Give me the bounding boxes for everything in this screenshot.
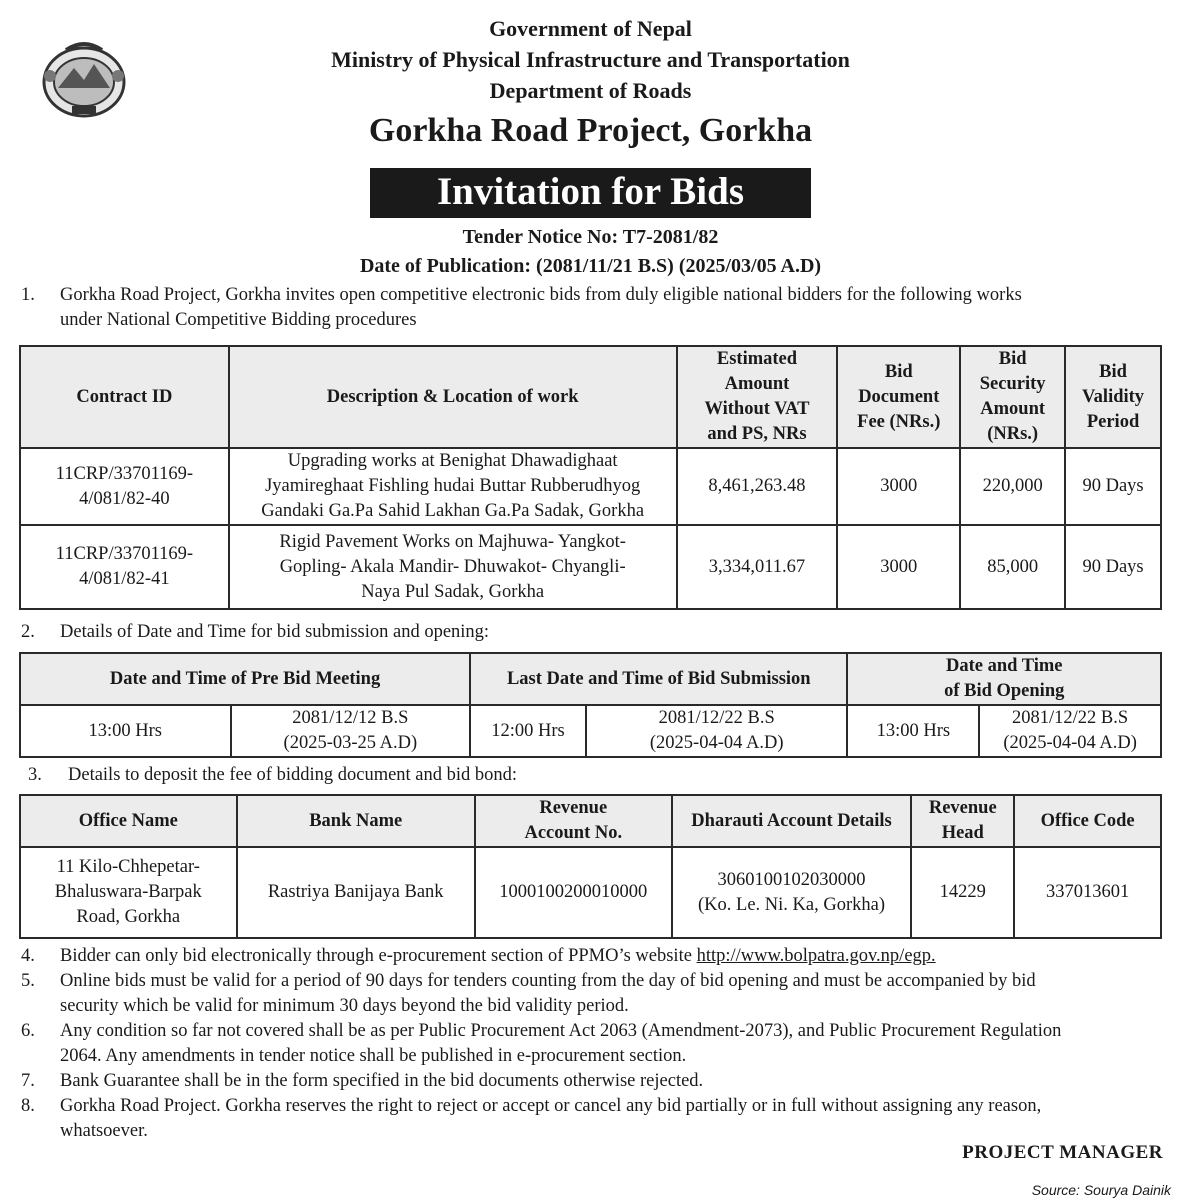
column-header (1065, 346, 1161, 448)
header-line: Amount (980, 399, 1046, 419)
cell-line: (2025-03-25 A.D) (283, 733, 418, 753)
description-cell (229, 448, 677, 525)
publication-date: Date of Publication: (2081/11/21 B.S) (2025/03/05 A.D) (359, 255, 822, 277)
column-header (911, 795, 1014, 847)
cell-line: 4/081/82-41 (79, 569, 170, 589)
cell-line: 3060100102030000 (717, 869, 866, 890)
header-line: Date and Time (945, 656, 1063, 676)
header-line: Security (979, 374, 1046, 394)
item-text (60, 283, 1170, 333)
office-code-cell: 337013601 (1014, 847, 1161, 938)
cell-line: (Ko. Le. Ni. Ka, Gorkha) (698, 894, 886, 915)
item-text-line: Online bids must be valid for a period of 90 days for tenders counting from the day of bid opening and must be accompanied by bid (60, 971, 1036, 991)
item-text-line: Gorkha Road Project, Gorkha invites open competitive electronic bids from duly eligible national bidders for the following works (60, 285, 1022, 305)
header-line: (NRs.) (987, 424, 1039, 444)
column-header (847, 653, 1161, 705)
header-line: Document (858, 386, 940, 407)
table-row (20, 705, 1161, 757)
fee-cell: 3000 (837, 448, 960, 525)
item-number: 4. (21, 946, 35, 966)
header-line: Bid (884, 361, 913, 382)
header-line: and PS, NRs (707, 424, 807, 444)
cell-line: Jyamireghaat Fishling hudai Buttar Rubberudhyog (265, 476, 641, 496)
item-text: Bank Guarantee shall be in the form specified in the bid documents otherwise rejected. (60, 1071, 704, 1091)
column-header: Description & Location of work (229, 346, 677, 448)
invitation-banner: Invitation for Bids (370, 168, 811, 218)
item-number: 3. (28, 765, 42, 785)
cell-line: Bhaluswara-Barpak (54, 882, 202, 902)
item-text (60, 1094, 1170, 1144)
revenue-head-cell: 14229 (911, 847, 1014, 938)
column-header: Date and Time of Pre Bid Meeting (20, 653, 470, 705)
item-number: 1. (21, 285, 35, 305)
item-text-line: Bidder can only bid electronically through e-procurement section of PPMO’s website (60, 946, 692, 966)
submission-time-cell: 12:00 Hrs (470, 705, 586, 757)
validity-cell: 90 Days (1065, 448, 1161, 525)
cell-line: Gopling- Akala Mandir- Dhuwakot- Chyangli- (279, 556, 626, 577)
item-number: 6. (21, 1021, 35, 1041)
ppmo-website-link[interactable]: http://www.bolpatra.gov.np/egp. (696, 946, 936, 966)
item-text (60, 1019, 1175, 1069)
item-text: Details of Date and Time for bid submission and opening: (60, 622, 490, 642)
header-line: Period (1086, 411, 1140, 432)
cell-line: 11 Kilo-Chhepetar- (56, 857, 200, 877)
item-text: Details to deposit the fee of bidding document and bid bond: (68, 765, 518, 785)
item-number: 5. (21, 971, 35, 991)
header-line: Revenue (928, 798, 997, 818)
contract-id-cell (20, 448, 229, 525)
opening-date-cell (979, 705, 1161, 757)
estimate-cell: 8,461,263.48 (677, 448, 838, 525)
cell-line: Rigid Pavement Works on Majhuwa- Yangkot- (279, 531, 626, 552)
header-line: Validity (1082, 386, 1145, 407)
item-text-line: under National Competitive Bidding procedures (60, 310, 417, 330)
column-header: Office Name (20, 795, 237, 847)
cell-line: (2025-04-04 A.D) (649, 733, 784, 753)
government-title: Government of Nepal (489, 16, 692, 41)
column-header: Contract ID (20, 346, 229, 448)
office-name-cell (20, 847, 237, 938)
contract-id-cell (20, 525, 229, 609)
cell-line: Gandaki Ga.Pa Sahid Lakhan Ga.Pa Sadak, Gorkha (261, 501, 645, 521)
cell-line: 2081/12/22 B.S (658, 708, 775, 728)
pre-bid-time-cell: 13:00 Hrs (20, 705, 231, 757)
security-cell: 220,000 (960, 448, 1065, 525)
header-line: of Bid Opening (944, 681, 1065, 701)
security-cell: 85,000 (960, 525, 1065, 609)
item-text-line: whatsoever. (60, 1121, 148, 1141)
fee-cell: 3000 (837, 525, 960, 609)
column-header: Last Date and Time of Bid Submission (470, 653, 847, 705)
cell-line: 4/081/82-40 (79, 488, 170, 509)
bank-table (19, 794, 1162, 939)
cell-line: Upgrading works at Benighat Dhawadighaat (287, 451, 618, 471)
item-text (60, 944, 1170, 969)
column-header (677, 346, 838, 448)
validity-cell: 90 Days (1065, 525, 1161, 609)
column-header: Bank Name (237, 795, 475, 847)
department-title: Department of Roads (489, 78, 692, 103)
column-header (837, 346, 960, 448)
project-title: Gorkha Road Project, Gorkha (368, 112, 813, 149)
schedule-table (19, 652, 1162, 758)
column-header: Dharauti Account Details (672, 795, 912, 847)
item-text-line: 2064. Any amendments in tender notice shall be published in e-procurement section. (60, 1046, 687, 1066)
ministry-title: Ministry of Physical Infrastructure and Transportation (331, 47, 850, 72)
cell-line: 2081/12/12 B.S (292, 708, 409, 728)
description-cell (229, 525, 677, 609)
table-row (20, 448, 1161, 525)
pre-bid-date-cell (231, 705, 471, 757)
opening-time-cell: 13:00 Hrs (847, 705, 979, 757)
header-line: Head (941, 823, 984, 843)
works-table (19, 345, 1162, 610)
item-number: 2. (21, 622, 35, 642)
header-line: Revenue (539, 798, 608, 818)
source-credit: Source: Sourya Dainik (981, 1179, 1181, 1202)
table-row (20, 847, 1161, 938)
item-number: 7. (21, 1071, 35, 1091)
header-line: Estimated (716, 349, 798, 369)
header-line: Bid (1099, 361, 1127, 382)
cell-line: 2081/12/22 B.S (1012, 708, 1129, 728)
dharauti-cell (672, 847, 912, 938)
header-line: Bid (998, 349, 1027, 369)
cell-line: Road, Gorkha (76, 907, 181, 927)
column-header: Office Code (1014, 795, 1161, 847)
cell-line: (2025-04-04 A.D) (1003, 733, 1137, 753)
bank-name-cell: Rastriya Banijaya Bank (237, 847, 475, 938)
revenue-account-cell: 1000100200010000 (475, 847, 672, 938)
cell-line: 11CRP/33701169- (55, 463, 194, 484)
item-text-line: security which be valid for minimum 30 days beyond the bid validity period. (60, 996, 629, 1016)
header-line: Without VAT (704, 399, 810, 419)
cell-line: Naya Pul Sadak, Gorkha (361, 581, 545, 602)
submission-date-cell (586, 705, 848, 757)
estimate-cell: 3,334,011.67 (677, 525, 838, 609)
table-row (20, 525, 1161, 609)
item-number: 8. (21, 1096, 35, 1116)
item-text-line: Any condition so far not covered shall be as per Public Procurement Act 2063 (Amendment-2073), and Public Procurement Regulation (60, 1021, 1062, 1041)
header-line: Fee (NRs.) (857, 411, 941, 432)
tender-notice-number: Tender Notice No: T7-2081/82 (462, 226, 719, 248)
item-text (60, 969, 1170, 1019)
cell-line: 11CRP/33701169- (55, 544, 194, 564)
column-header (960, 346, 1065, 448)
column-header (475, 795, 672, 847)
item-text-line: Gorkha Road Project. Gorkha reserves the right to reject or accept or cancel any bid partially or in full without assigning any reason, (60, 1096, 1042, 1116)
signature-title: PROJECT MANAGER (962, 1142, 1163, 1163)
header-line: Amount (724, 374, 790, 394)
header-line: Account No. (524, 823, 623, 843)
